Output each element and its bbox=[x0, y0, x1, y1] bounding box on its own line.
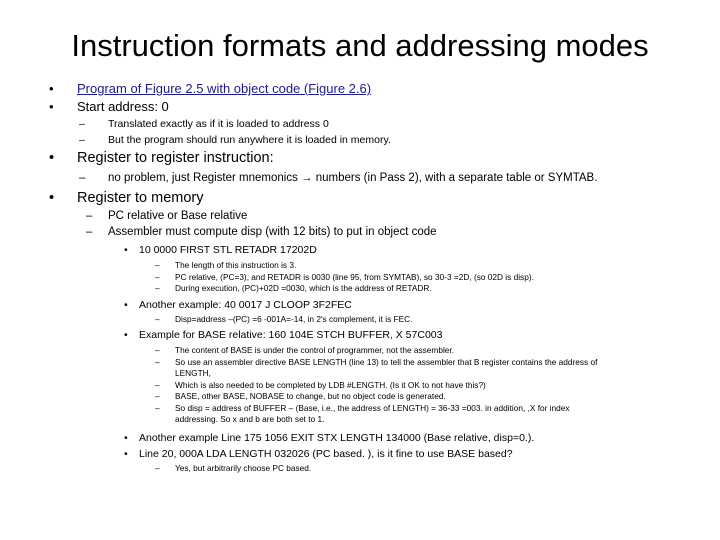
bullet-marker: • bbox=[49, 150, 55, 166]
list-item-text: PC relative, (PC=3), and RETADR is 0030 (line 95, from SYMTAB), so 30-3 =2D, (so 02D is disp). bbox=[175, 271, 534, 282]
example-4-5 bbox=[124, 430, 535, 462]
dash-marker: – bbox=[86, 210, 93, 222]
bullet-marker: • bbox=[124, 299, 128, 311]
list-item-text: Yes, but arbitrarily choose PC based. bbox=[175, 463, 312, 473]
list-item bbox=[124, 446, 534, 462]
arrow-right-icon: → bbox=[301, 172, 313, 184]
list-item-text: Disp=address –(PC) =6 -001A=-14, in 2's complement, it is FEC. bbox=[175, 314, 413, 324]
list-item-text: During execution, (PC)+02D =0030, which is the address of RETADR. bbox=[175, 283, 432, 293]
bullet-marker: • bbox=[124, 448, 128, 460]
start-address-sublist bbox=[79, 116, 391, 148]
register-to-register-sublist bbox=[79, 170, 598, 186]
register-to-memory-heading bbox=[49, 188, 204, 208]
list-item-text: Register to memory bbox=[77, 190, 204, 206]
list-item-text: So disp = address of BUFFER – (Base, i.e., the address of LENGTH) = 36-33 =003. in addition, ,X for index bbox=[175, 402, 570, 413]
list-item-text: Assembler must compute disp (with 12 bits) to put in object code bbox=[108, 226, 437, 238]
list-item-text: Start address: 0 bbox=[77, 99, 169, 114]
example-1-notes bbox=[155, 260, 534, 295]
list-item-text: BASE, other BASE, NOBASE to change, but no object code is generated. bbox=[175, 391, 446, 401]
bullet-marker: • bbox=[49, 99, 54, 114]
list-item bbox=[155, 283, 534, 295]
list-item-text: LENGTH, bbox=[175, 368, 211, 378]
list-item-text: 10 0000 FIRST STL RETADR 17202D bbox=[139, 244, 317, 256]
list-item bbox=[79, 116, 391, 132]
list-item-text: PC relative or Base relative bbox=[108, 210, 248, 222]
dash-marker: – bbox=[155, 391, 160, 401]
list-item-text: But the program should run anywhere it is loaded in memory. bbox=[108, 134, 391, 146]
example-2-notes bbox=[155, 314, 413, 326]
example-1 bbox=[124, 242, 317, 258]
bullet-marker: • bbox=[124, 329, 128, 341]
dash-marker: – bbox=[155, 314, 160, 324]
list-item bbox=[155, 345, 597, 357]
list-item bbox=[49, 98, 371, 116]
list-item-continuation bbox=[175, 414, 597, 426]
example-2 bbox=[124, 297, 352, 313]
dash-marker: – bbox=[86, 226, 93, 238]
list-item-text: Which is also needed to be completed by LDB #LENGTH. (Is it OK to not have this?) bbox=[175, 379, 486, 390]
list-item bbox=[155, 463, 312, 475]
bullet-marker: • bbox=[124, 244, 128, 256]
bullet-marker: • bbox=[49, 190, 55, 206]
dash-marker: – bbox=[155, 260, 160, 270]
slide-title: Instruction formats and addressing modes bbox=[71, 28, 649, 63]
list-item-text: Another example: 40 0017 J CLOOP 3F2FEC bbox=[139, 299, 352, 311]
list-item-text: So use an assembler directive BASE LENGTH (line 13) to tell the assembler that B register contains the address of bbox=[175, 356, 598, 367]
list-item bbox=[49, 188, 204, 208]
list-item bbox=[86, 224, 437, 240]
list-item bbox=[49, 80, 372, 98]
list-item bbox=[124, 430, 535, 446]
list-item bbox=[79, 170, 598, 186]
dash-marker: – bbox=[155, 379, 160, 390]
bullet-marker: • bbox=[49, 81, 54, 96]
list-item-text: numbers (in Pass 2), with a separate table or SYMTAB. bbox=[315, 172, 598, 184]
list-item bbox=[155, 260, 534, 272]
register-to-register-heading bbox=[49, 148, 274, 168]
list-item-continuation bbox=[175, 368, 597, 380]
list-item bbox=[79, 132, 391, 148]
list-item bbox=[155, 402, 597, 415]
list-item-text: Another example Line 175 1056 EXIT STX LENGTH 134000 (Base relative, disp=0.). bbox=[139, 432, 535, 444]
list-item-text: The length of this instruction is 3. bbox=[175, 260, 297, 270]
list-item-text: Example for BASE relative: 160 104E STCH BUFFER, X 57C003 bbox=[139, 329, 443, 341]
list-item bbox=[124, 327, 443, 343]
bullet-marker: • bbox=[124, 432, 128, 444]
figure-link[interactable]: Program of Figure 2.5 with object code (Figure 2.6) bbox=[77, 81, 372, 96]
list-item-text: The content of BASE is under the control of programmer, not the assembler. bbox=[175, 345, 455, 355]
top-bullet-list bbox=[49, 80, 372, 116]
dash-marker: – bbox=[155, 463, 160, 473]
list-item bbox=[124, 297, 352, 313]
dash-marker: – bbox=[155, 283, 160, 293]
list-item bbox=[155, 314, 413, 326]
example-3-notes bbox=[155, 345, 598, 426]
list-item bbox=[86, 208, 437, 224]
dash-marker: – bbox=[155, 402, 160, 413]
dash-marker: – bbox=[79, 134, 85, 146]
dash-marker: – bbox=[79, 172, 86, 184]
register-to-memory-sublist bbox=[86, 208, 437, 240]
list-item bbox=[124, 242, 317, 258]
list-item bbox=[155, 391, 597, 403]
list-item bbox=[49, 148, 274, 168]
list-item bbox=[155, 379, 597, 392]
dash-marker: – bbox=[155, 271, 160, 282]
list-item bbox=[155, 271, 534, 284]
list-item-text: addressing. So x and b are both set to 1. bbox=[175, 414, 325, 424]
example-5-notes bbox=[155, 463, 312, 475]
list-item-text: Register to register instruction: bbox=[77, 150, 274, 166]
example-3 bbox=[124, 327, 443, 343]
list-item-text: Line 20, 000A LDA LENGTH 032026 (PC based. ), is it fine to use BASE based? bbox=[139, 448, 513, 460]
dash-marker: – bbox=[155, 356, 160, 367]
list-item-text: no problem, just Register mnemonics bbox=[108, 172, 298, 184]
list-item bbox=[155, 356, 598, 369]
dash-marker: – bbox=[79, 118, 85, 130]
list-item-text: Translated exactly as if it is loaded to address 0 bbox=[108, 118, 329, 130]
dash-marker: – bbox=[155, 345, 160, 355]
